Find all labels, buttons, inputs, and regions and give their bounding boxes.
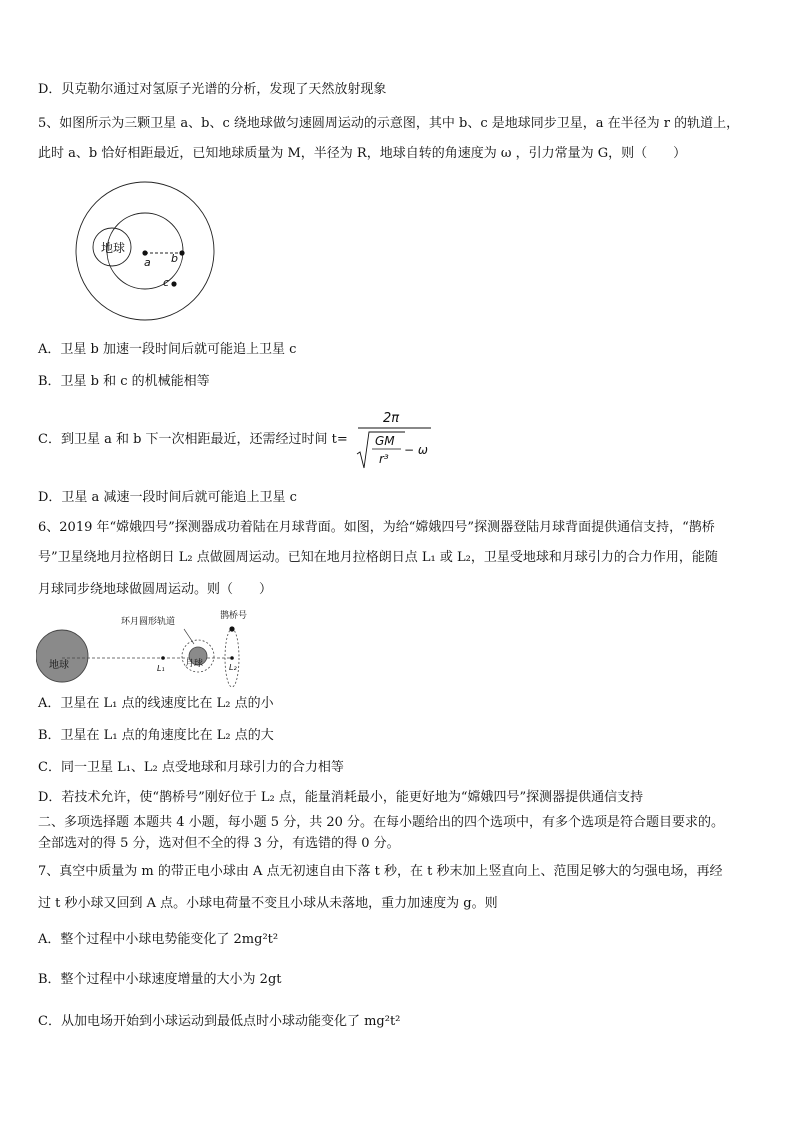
formula-minus-omega: − ω	[404, 443, 428, 457]
label-b: b	[171, 252, 178, 265]
earth-disc	[36, 630, 88, 682]
q6-option-d: D．若技术允许，使“鹊桥号”刚好位于 L₂ 点，能量消耗最小，能更好地为“嫦娥四号”探测器提供通信支持	[38, 790, 644, 805]
q5-option-b: B．卫星 b 和 c 的机械能相等	[38, 374, 210, 389]
section2-line1: 二、多项选择题 本题共 4 小题，每小题 5 分，共 20 分。在每小题给出的四个选项中，有多个选项是符合题目要求的。	[38, 815, 725, 830]
l1-point	[161, 656, 165, 660]
label-a: a	[144, 256, 151, 269]
formula-inner-den: r³	[379, 452, 389, 466]
satellite-b	[179, 250, 184, 255]
q6-stem-line1: 6、2019 年“嫦娥四号”探测器成功着陆在月球背面。如图，为给“嫦娥四号”探测器登陆月球背面提供通信支持，“鹊桥	[38, 520, 715, 535]
satellite-c	[171, 281, 176, 286]
q4-option-d: D．贝克勒尔通过对氢原子光谱的分析，发现了天然放射现象	[38, 82, 387, 97]
q7-option-b: B．整个过程中小球速度增量的大小为 2gt	[38, 972, 282, 987]
l2-point	[230, 656, 234, 660]
moon-label: 月球	[185, 659, 204, 669]
orbit-pointer	[184, 629, 194, 644]
label-c: c	[163, 276, 170, 289]
q5-stem-line1: 5、如图所示为三颗卫星 a、b、c 绕地球做匀速圆周运动的示意图，其中 b、c 是地球同步卫星，a 在半径为 r 的轨道上，	[38, 116, 740, 131]
queqiao-satellite	[229, 626, 234, 631]
l2-label: L₂	[229, 663, 237, 672]
q5-orbit-diagram	[38, 176, 268, 326]
formula-numerator: 2π	[383, 411, 400, 426]
q7-option-c: C．从加电场开始到小球运动到最低点时小球动能变化了 mg²t²	[38, 1014, 401, 1029]
q6-option-a: A．卫星在 L₁ 点的线速度比在 L₂ 点的小	[38, 696, 274, 711]
queqiao-label: 鹊桥号	[220, 611, 248, 621]
q6-lagrange-diagram	[36, 604, 266, 688]
earth-label: 地球	[101, 241, 126, 255]
satellite-a	[142, 250, 147, 255]
q6-option-c: C．同一卫星 L₁、L₂ 点受地球和月球引力的合力相等	[38, 760, 344, 775]
q6-stem-line2: 号”卫星绕地月拉格朗日 L₂ 点做圆周运动。已知在地月拉格朗日点 L₁ 或 L₂，卫星受地球和月球引力的合力作用，能随	[38, 550, 718, 565]
q7-stem-line1: 7、真空中质量为 m 的带正电小球由 A 点无初速自由下落 t 秒，在 t 秒末加上竖直向上、范围足够大的匀强电场，再经	[38, 864, 723, 879]
q6-option-b: B．卫星在 L₁ 点的角速度比在 L₂ 点的大	[38, 728, 274, 743]
q5-option-d: D．卫星 a 减速一段时间后就可能追上卫星 c	[38, 490, 297, 505]
q7-option-a: A．整个过程中小球电势能变化了 2mg²t²	[38, 932, 279, 947]
q5-stem-line2: 此时 a、b 恰好相距最近，已知地球质量为 M，半径为 R，地球自转的角速度为 ω ，引力常量为 G，则（ ）	[38, 146, 687, 161]
earth-disc-label: 地球	[49, 660, 69, 671]
q5-option-a: A．卫星 b 加速一段时间后就可能追上卫星 c	[38, 342, 297, 357]
q7-stem-line2: 过 t 秒小球又回到 A 点。小球电荷量不变且小球从未落地，重力加速度为 g。则	[38, 896, 498, 911]
section2-line2: 全部选对的得 5 分，选对但不全的得 3 分，有选错的得 0 分。	[38, 836, 400, 851]
q5-option-c: C．到卫星 a 和 b 下一次相距最近，还需经过时间 t=	[38, 432, 348, 447]
orbit-label: 环月圆形轨道	[121, 617, 176, 627]
l1-label: L₁	[157, 664, 165, 673]
q6-stem-line3: 月球同步绕地球做圆周运动。则（ ）	[38, 582, 273, 597]
formula-inner-num: GM	[375, 434, 395, 448]
q5c-formula	[355, 408, 435, 472]
